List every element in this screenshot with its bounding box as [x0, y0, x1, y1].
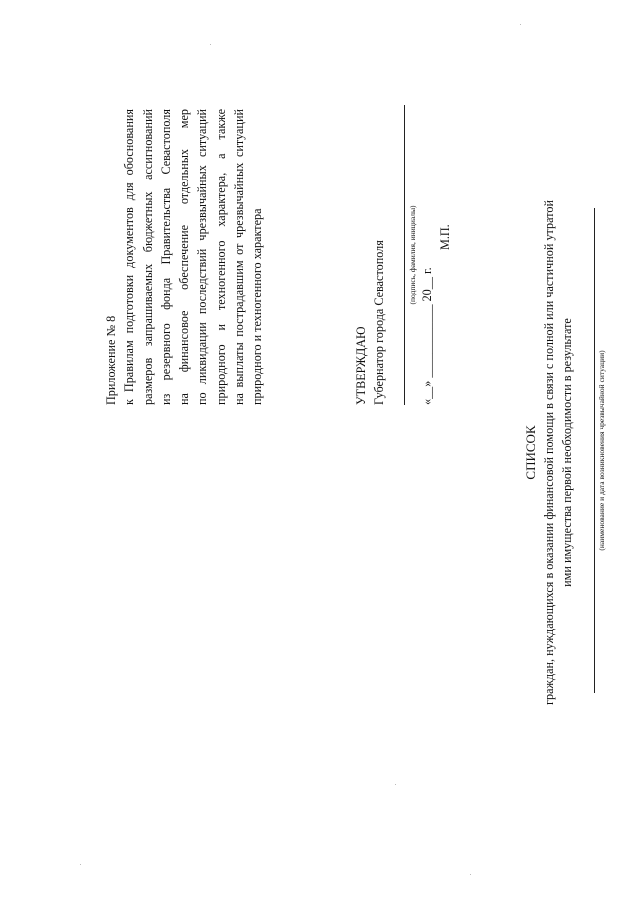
appendix-line: природного и техногенного характера	[250, 208, 265, 405]
list-subtitle-line: граждан, нуждающихся в оказании финансовой помощи в связи с полной или частичной утратой	[542, 200, 556, 705]
emergency-name-line	[594, 208, 595, 693]
approval-title: УТВЕРЖДАЮ	[354, 326, 368, 405]
approval-date-line: «__» ____________ 20__ г.	[420, 267, 434, 405]
approval-block	[352, 105, 452, 405]
scan-speck	[395, 784, 396, 785]
appendix-line: размеров запрашиваемых бюджетных ассигнований	[140, 109, 155, 405]
scan-speck	[80, 864, 81, 865]
emergency-caption: (наименование и дата возникновения чрезвычайной ситуации)	[597, 350, 606, 551]
approval-position: Губернатор города Севастополя	[372, 240, 387, 405]
stamp-place: М.П.	[438, 224, 452, 250]
appendix-number: Приложение № 8	[104, 315, 118, 405]
appendix-line: к Правилам подготовки документов для обоснования	[122, 109, 137, 405]
list-subtitle	[540, 120, 576, 785]
appendix-line: из резервного фонда Правительства Севастополя	[158, 109, 173, 405]
appendix-line: по ликвидации последствий чрезвычайных ситуаций	[195, 109, 210, 405]
list-subtitle-line: ими имущества первой необходимости в результате	[560, 318, 574, 587]
scan-speck	[520, 24, 521, 25]
scan-speck	[470, 874, 471, 875]
appendix-line: на выплаты пострадавшим от чрезвычайных ситуаций	[232, 109, 247, 405]
appendix-header	[102, 109, 267, 405]
signature-caption: (подпись, фамилия, инициалы)	[408, 205, 417, 305]
appendix-line: природного и техногенного характера, а также	[213, 109, 228, 405]
appendix-line: на финансовое обеспечение отдельных мер	[177, 109, 192, 405]
list-title: СПИСОК	[523, 425, 538, 480]
scan-speck	[210, 44, 211, 45]
signature-line	[404, 105, 405, 405]
